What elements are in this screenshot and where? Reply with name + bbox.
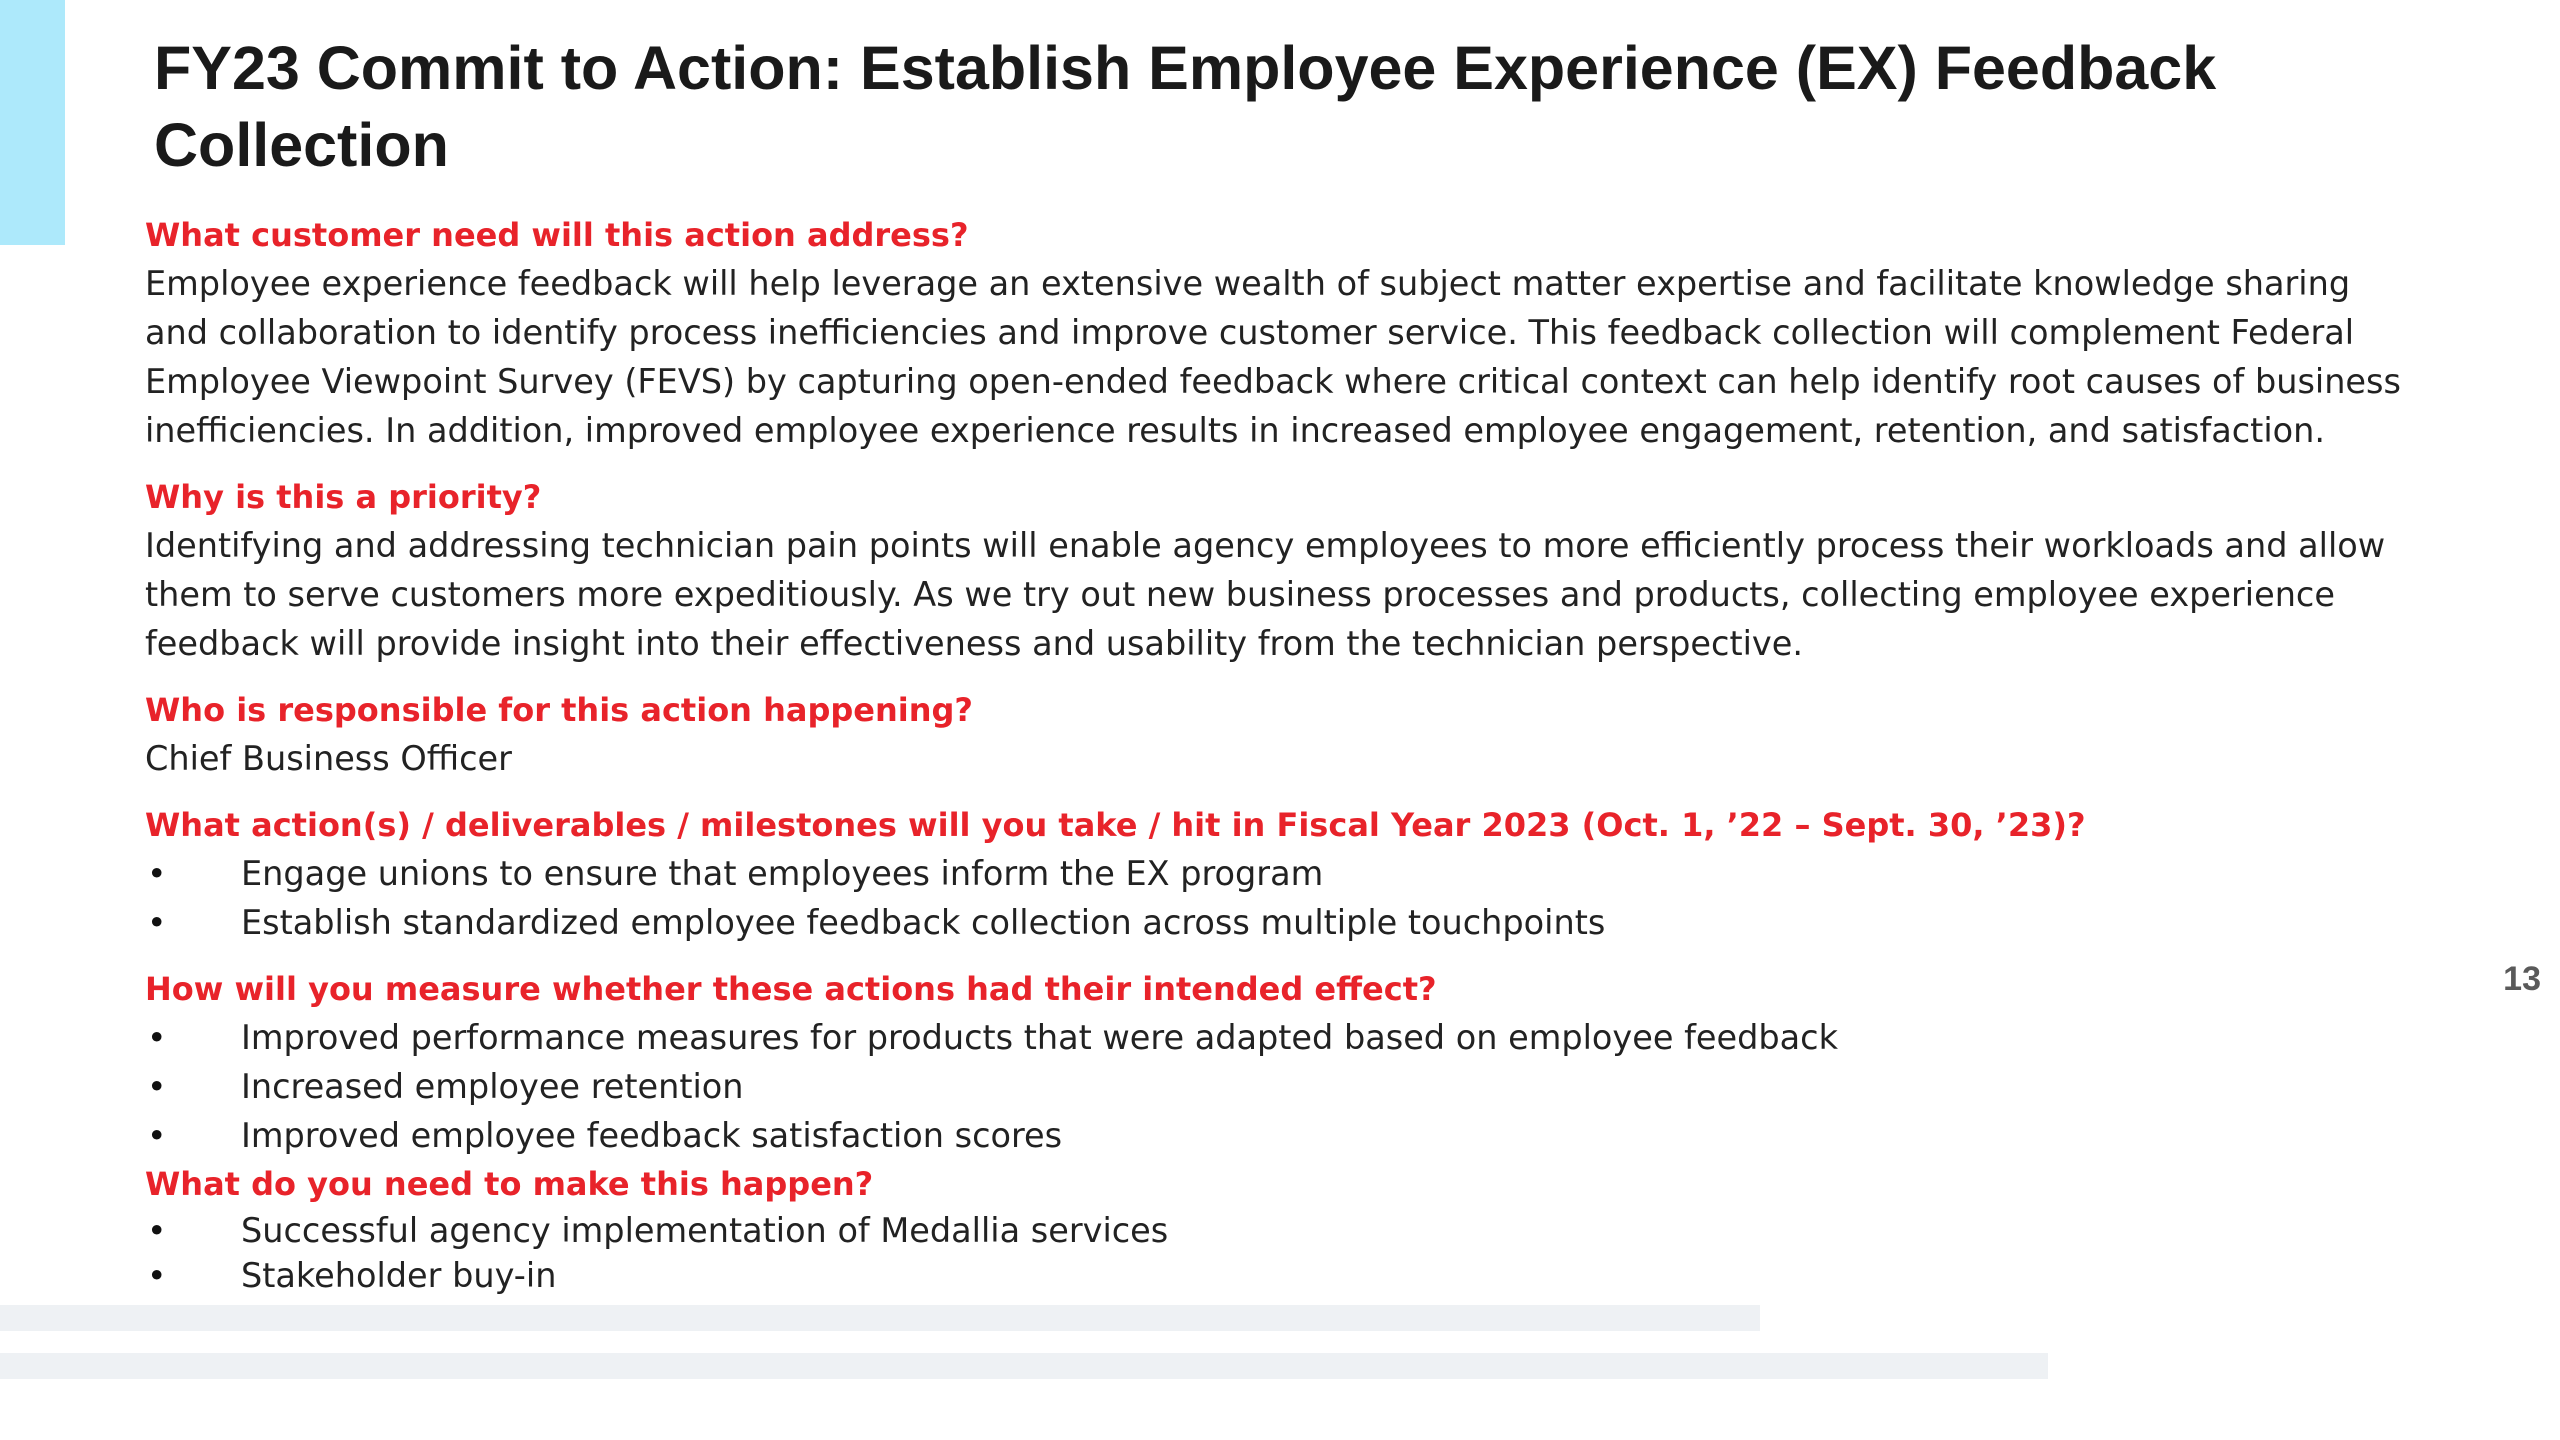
list-item [145,1013,2415,1062]
list-item [145,1208,2415,1253]
list-item-text: Improved employee feedback satisfaction scores [241,1116,1063,1155]
question-responsible: Who is responsible for this action happening? [145,691,973,729]
list-item-text: Successful agency implementation of Medallia services [241,1211,1169,1250]
question-customer-need: What customer need will this action address? [145,216,969,254]
bullet-icon: • [147,1211,167,1250]
footer-stripe [0,1305,1760,1331]
bullet-icon: • [147,1116,167,1155]
question-needs: What do you need to make this happen? [145,1165,874,1203]
list-item [145,1062,2415,1111]
list-item-text: Establish standardized employee feedback collection across multiple touchpoints [241,903,1606,942]
list-item-text: Engage unions to ensure that employees inform the EX program [241,854,1324,893]
list-item [145,1111,2415,1160]
bullet-icon: • [147,1067,167,1106]
measure-list [145,1013,2415,1160]
answer-priority: Identifying and addressing technician pain points will enable agency employees to more efficiently process their workloads and allow them to serve customers more expeditiously. As we try out new business processes and products, collecting employee experience feedback will provide insight into their effectiveness and usability from the technician perspective. [145,526,2386,663]
list-item-text: Increased employee retention [241,1067,744,1106]
question-measure: How will you measure whether these actions had their intended effect? [145,970,1437,1008]
bullet-icon: • [147,1018,167,1057]
list-item-text: Improved performance measures for products that were adapted based on employee feedback [241,1018,1838,1057]
slide-title: FY23 Commit to Action: Establish Employee Experience (EX) Feedback Collection [154,34,2217,179]
needs-list [145,1208,2415,1298]
slide-content [145,211,2415,1298]
list-item-text: Stakeholder buy-in [241,1256,557,1295]
question-priority: Why is this a priority? [145,478,542,516]
list-item [145,1253,2415,1298]
accent-bar [0,0,65,245]
answer-customer-need: Employee experience feedback will help leverage an extensive wealth of subject matter expertise and facilitate knowledge sharing and collaboration to identify process inefficiencies and improve customer service. This feedback collection will complement Federal Employee Viewpoint Survey (FEVS) by capturing open-ended feedback where critical context can help identify root causes of business inefficiencies. In addition, improved employee experience results in increased employee engagement, retention, and satisfaction. [145,264,2401,450]
list-item [145,898,2415,947]
bullet-icon: • [147,1256,167,1295]
actions-list [145,849,2415,947]
question-actions: What action(s) / deliverables / milestones will you take / hit in Fiscal Year 2023 (Oct. 1, ’22 – Sept. 30, ’23)? [145,806,2086,844]
answer-responsible: Chief Business Officer [145,739,512,778]
bullet-icon: • [147,854,167,893]
bullet-icon: • [147,903,167,942]
list-item [145,849,2415,898]
page-number: 13 [2503,960,2541,998]
footer-stripe [0,1353,2048,1379]
